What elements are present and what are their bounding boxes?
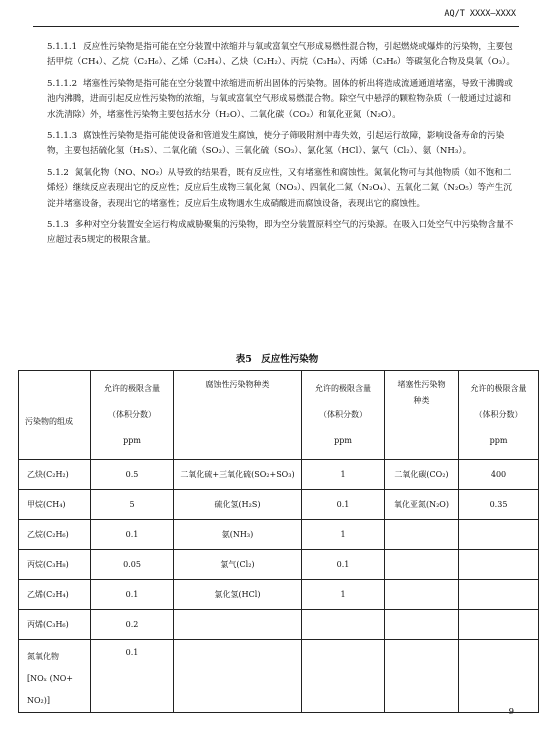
cell-blocking (385, 580, 459, 610)
paragraph-5-1-1-3 (47, 129, 517, 160)
header-limit-1: 允许的极限含量 （体积分数） ppm (91, 371, 174, 460)
table-caption: 表5 反应性污染物 (235, 354, 319, 365)
cell-limit: 1 (302, 520, 385, 550)
paragraph-5-1-3 (47, 218, 517, 249)
nox-formula: [NOₓ (NO+ NO₂)] (27, 674, 73, 705)
cell-composition: 乙炔(C₂H₂) (19, 460, 91, 490)
cell-limit: 1 (302, 460, 385, 490)
clause-text: 腐蚀性污染物是指可能使设备和管道发生腐蚀，使分子筛吸附剂中毒失效，引起运行故障，影响设备寿命的污染物，主要包括硫化氢（H₂S）、二氧化硫（SO₂）、三氧化硫（SO₃）、氯化氢（HCl）、氯气（Cl₂）、氨（NH₃）。 (47, 131, 505, 157)
cell-limit: 0.05 (91, 550, 174, 580)
cell-composition: 甲烷(CH₄) (19, 490, 91, 520)
header-blocking-type: 堵塞性污染物 种类 (385, 371, 459, 460)
header-limit-3: 允许的极限含量 （体积分数） ppm (459, 371, 539, 460)
table-header-row (19, 371, 539, 460)
cell-limit: 0.35 (459, 490, 539, 520)
table-row (19, 640, 539, 713)
table-row (19, 550, 539, 580)
cell-limit (459, 550, 539, 580)
cell-corrosive: 二氧化硫+三氧化硫(SO₂+SO₃) (174, 460, 302, 490)
contaminant-table (18, 370, 539, 713)
clause-text: 堵塞性污染物是指可能在空分装置中浓缩进而析出固体的污染物。固体的析出将造成流通通道堵塞，导致干沸腾或池内沸腾，进而引起反应性污染物的浓缩，与氧或富氧空气形成易燃混合物。除空气中悬浮的颗粒物杂质（一般通过过滤和水洗清除）外，堵塞性污染物主要包括水分（H₂O）、二氧化碳（CO₂）和氧化亚氮（N₂O）。 (47, 78, 513, 120)
table-row (19, 490, 539, 520)
header-corrosive-type: 腐蚀性污染物种类 (174, 371, 302, 460)
cell-composition: 乙烯(C₂H₄) (19, 580, 91, 610)
cell-corrosive: 氯化氢(HCl) (174, 580, 302, 610)
cell-corrosive: 氨(NH₃) (174, 520, 302, 550)
cell-composition: 丙烷(C₃H₈) (19, 550, 91, 580)
table-row (19, 520, 539, 550)
cell-composition: 丙烯(C₃H₆) (19, 610, 91, 640)
table-row (19, 460, 539, 490)
clause-number: 5.1.1.1 (47, 42, 78, 52)
cell-composition (19, 640, 91, 713)
standard-code: AQ/T XXXX—XXXX (444, 9, 516, 19)
clause-number: 5.1.3 (47, 220, 69, 231)
cell-limit (302, 640, 385, 713)
cell-corrosive: 氯气(Cl₂) (174, 550, 302, 580)
cell-blocking: 二氧化碳(CO₂) (385, 460, 459, 490)
nox-name: 氮氧化物 (27, 652, 59, 661)
cell-blocking (385, 550, 459, 580)
cell-limit: 0.2 (91, 610, 174, 640)
cell-limit: 0.1 (91, 580, 174, 610)
table-row (19, 610, 539, 640)
header-rule (33, 26, 519, 27)
header-limit-2: 允许的极限含量 （体积分数） ppm (302, 371, 385, 460)
paragraph-5-1-1-2 (47, 77, 517, 123)
clause-number: 5.1.1.3 (47, 131, 78, 142)
clause-number: 5.1.2 (47, 167, 69, 178)
cell-limit (459, 610, 539, 640)
cell-blocking (385, 520, 459, 550)
body-text (47, 40, 517, 255)
cell-limit (459, 580, 539, 610)
clause-text: 反应性污染物是指可能在空分装置中浓缩并与氧或富氧空气形成易燃性混合物，引起燃烧或爆炸的污染物，主要包括甲烷（CH₄）、乙烷（C₂H₆）、乙烯（C₂H₄）、乙炔（C₂H₂）、丙烷（C₃H₈）、丙烯（C₃H₆）等碳氢化合物及臭氧（O₃）。 (47, 42, 515, 68)
cell-blocking: 氧化亚氮(N₂O) (385, 490, 459, 520)
cell-limit: 0.1 (302, 490, 385, 520)
cell-limit: 400 (459, 460, 539, 490)
page-number: 9 (508, 707, 514, 717)
cell-limit (302, 610, 385, 640)
cell-limit (459, 640, 539, 713)
cell-corrosive (174, 610, 302, 640)
table-row (19, 580, 539, 610)
cell-composition: 乙烷(C₂H₆) (19, 520, 91, 550)
cell-limit (459, 520, 539, 550)
cell-limit: 0.5 (91, 460, 174, 490)
clause-number: 5.1.1.2 (47, 78, 78, 89)
cell-blocking (385, 640, 459, 713)
cell-limit: 0.1 (91, 520, 174, 550)
paragraph-5-1-1-1 (47, 40, 517, 71)
clause-text: 氮氧化物（NO、NO₂）从导致的结果看，既有反应性，又有堵塞性和腐蚀性。氮氧化物可与其他物质（如不饱和二烯烃）继续反应表现出它的反应性；反应后生成物三氧化氮（NO₃）、四氧化二氮（N₂O₄）、五氧化二氮（N₂O₅）等产生沉淀并堵塞设备，表现出它的堵塞性；反应后生成物遇水生成硝酸进而腐蚀设备，表现出它的腐蚀性。 (47, 167, 512, 209)
header-composition: 污染物的组成 (19, 371, 91, 460)
cell-limit: 1 (302, 580, 385, 610)
cell-corrosive (174, 640, 302, 713)
cell-limit: 5 (91, 490, 174, 520)
clause-text: 多种对空分装置安全运行构成威胁聚集的污染物，即为空分装置原料空气的污染源。在吸入口处空气中污染物含量不应超过表5规定的极限含量。 (47, 220, 514, 246)
cell-corrosive: 硫化氢(H₂S) (174, 490, 302, 520)
cell-blocking (385, 610, 459, 640)
cell-limit: 0.1 (302, 550, 385, 580)
cell-limit: 0.1 (91, 640, 174, 713)
paragraph-5-1-2 (47, 166, 517, 212)
